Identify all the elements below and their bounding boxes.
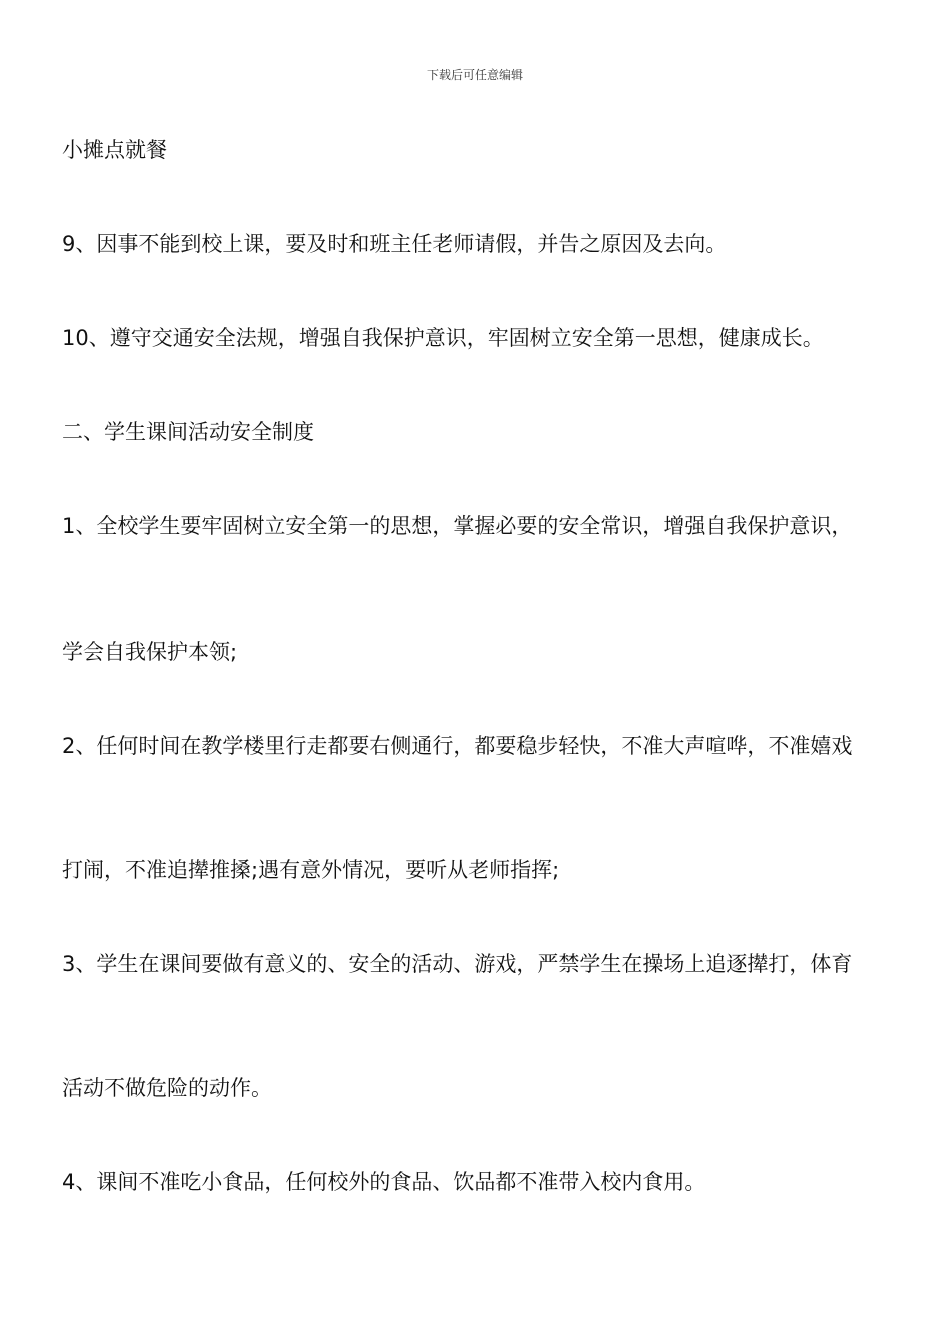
text-line-9: 3、学生在课间要做有意义的、安全的活动、游戏，严禁学生在操场上追逐撵打，体育 <box>62 952 853 976</box>
text-line-7: 2、任何时间在教学楼里行走都要右侧通行，都要稳步轻快，不准大声喧哗，不准嬉戏 <box>62 734 853 758</box>
text-line-5: 1、全校学生要牢固树立安全第一的思想，掌握必要的安全常识，增强自我保护意识， <box>62 514 853 538</box>
text-line-2: 9、因事不能到校上课，要及时和班主任老师请假，并告之原因及去向。 <box>62 232 727 256</box>
page-header-note: 下载后可任意编辑 <box>426 68 523 82</box>
text-line-10: 活动不做危险的动作。 <box>62 1076 272 1100</box>
text-line-11: 4、课间不准吃小食品，任何校外的食品、饮品都不准带入校内食用。 <box>62 1170 706 1194</box>
text-line-1: 小摊点就餐 <box>62 138 167 162</box>
section-heading: 二、学生课间活动安全制度 <box>62 420 314 444</box>
text-line-6: 学会自我保护本领; <box>62 640 238 664</box>
text-line-8: 打闹，不准追撵推搡;遇有意外情况，要听从老师指挥; <box>62 858 560 882</box>
text-line-3: 10、遵守交通安全法规，增强自我保护意识，牢固树立安全第一思想，健康成长。 <box>62 326 824 350</box>
